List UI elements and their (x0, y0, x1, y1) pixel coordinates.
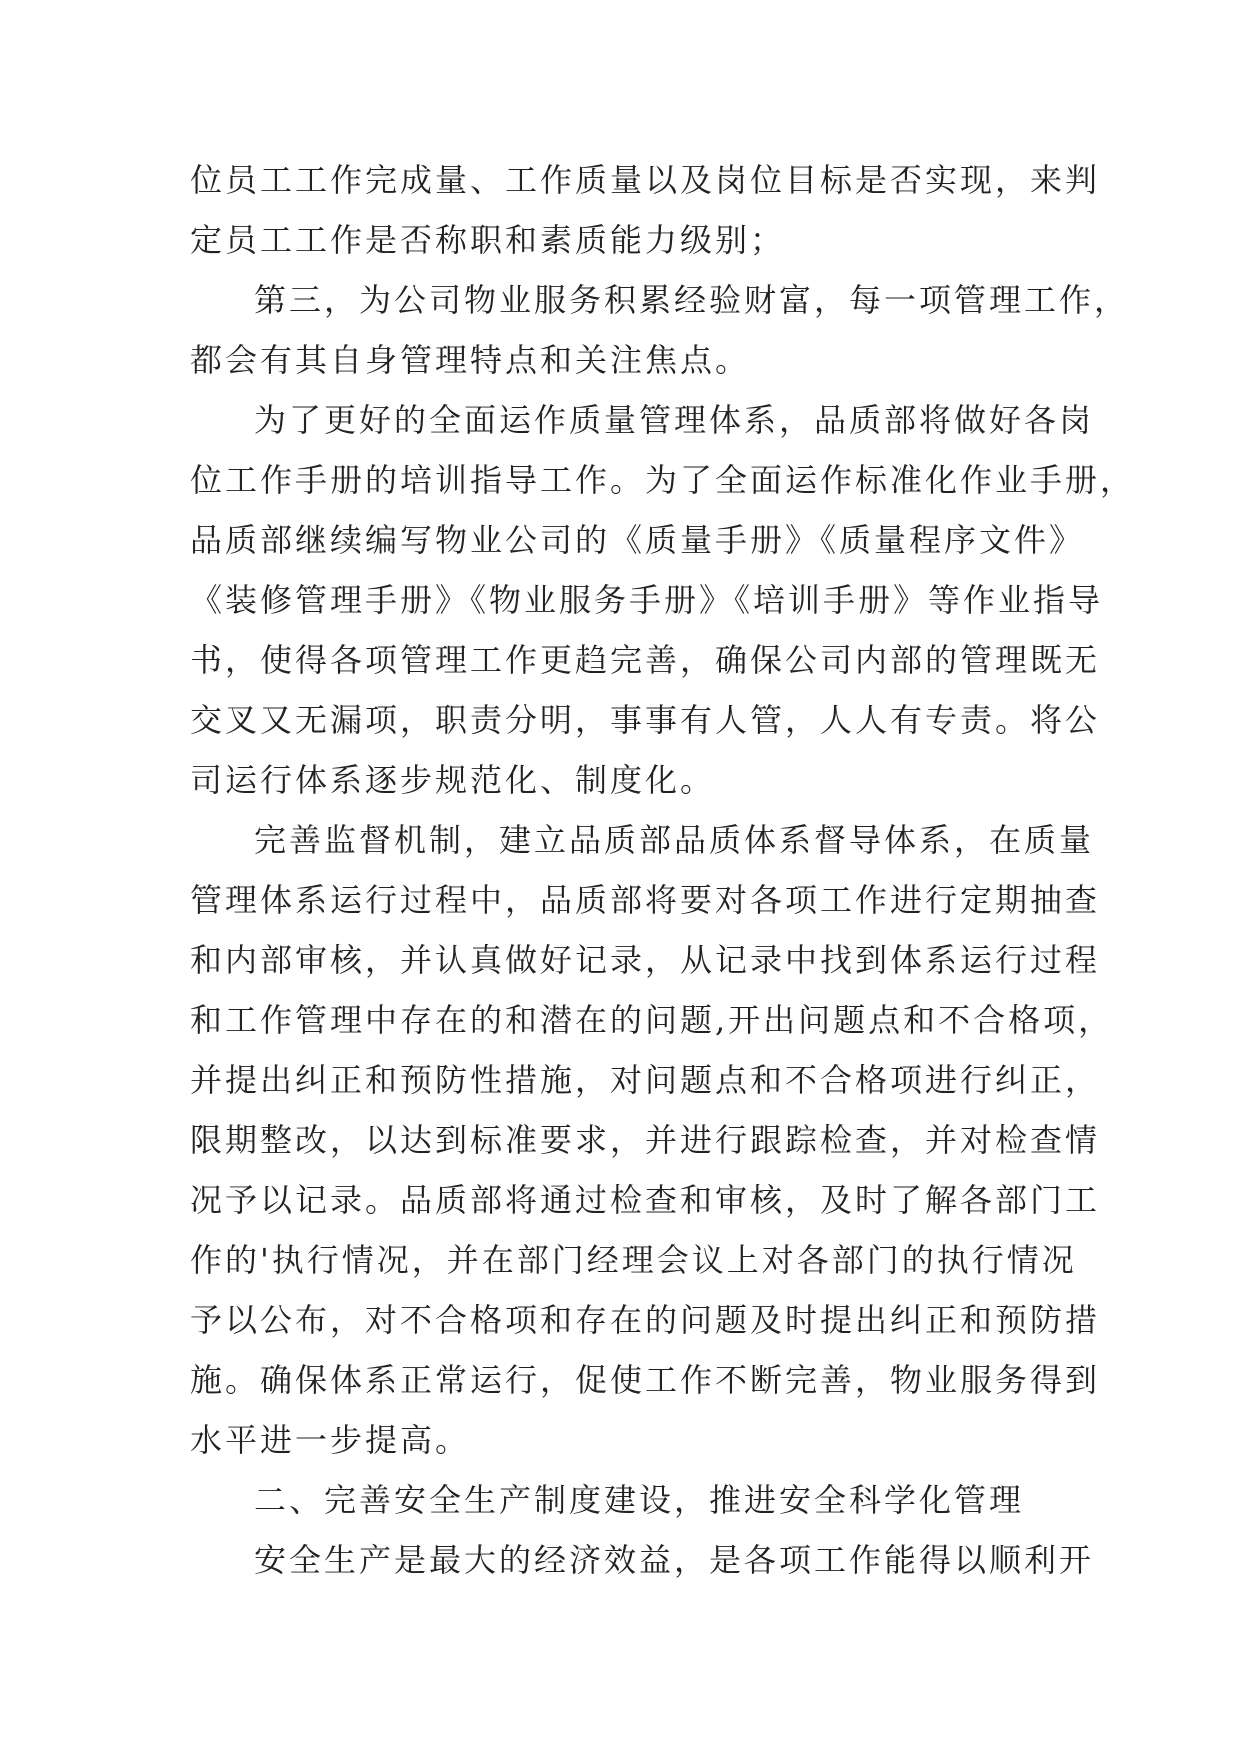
text-line: 书，使得各项管理工作更趋完善，确保公司内部的管理既无 (190, 641, 1101, 679)
text-line: 《装修管理手册》《物业服务手册》《培训手册》等作业指导 (190, 581, 1104, 619)
text-line: 和工作管理中存在的和潜在的问题,开出问题点和不合格项， (190, 1001, 1114, 1039)
text-line: 限期整改，以达到标准要求，并进行跟踪检查，并对检查情 (190, 1121, 1101, 1159)
text-line: 都会有其自身管理特点和关注焦点。 (190, 341, 751, 379)
text-line: 完善监督机制，建立品质部品质体系督导体系，在质量 (254, 821, 1095, 859)
text-line: 二、完善安全生产制度建设，推进安全科学化管理 (254, 1481, 1025, 1519)
text-line: 予以公布，对不合格项和存在的问题及时提出纠正和预防措 (190, 1301, 1101, 1339)
text-line: 并提出纠正和预防性措施，对问题点和不合格项进行纠正， (190, 1061, 1101, 1099)
text-line: 作的'执行情况，并在部门经理会议上对各部门的执行情况 (190, 1241, 1077, 1279)
text-line: 定员工工作是否称职和素质能力级别； (190, 221, 786, 259)
text-line: 安全生产是最大的经济效益，是各项工作能得以顺利开 (254, 1541, 1095, 1579)
text-line: 为了更好的全面运作质量管理体系，品质部将做好各岗 (254, 401, 1095, 439)
text-line: 第三，为公司物业服务积累经验财富，每一项管理工作， (254, 281, 1130, 319)
document-body (190, 150, 1136, 1590)
text-line: 管理体系运行过程中，品质部将要对各项工作进行定期抽查 (190, 881, 1101, 919)
text-line: 和内部审核，并认真做好记录，从记录中找到体系运行过程 (190, 941, 1101, 979)
text-line: 交叉又无漏项，职责分明，事事有人管，人人有专责。将公 (190, 701, 1101, 739)
text-line: 施。确保体系正常运行，促使工作不断完善，物业服务得到 (190, 1361, 1101, 1399)
text-line: 品质部继续编写物业公司的《质量手册》《质量程序文件》 (190, 521, 1085, 559)
text-line: 水平进一步提高。 (190, 1421, 471, 1459)
text-line: 位工作手册的培训指导工作。为了全面运作标准化作业手册， (190, 461, 1136, 499)
text-line: 司运行体系逐步规范化、制度化。 (190, 761, 716, 799)
text-line: 位员工工作完成量、工作质量以及岗位目标是否实现，来判 (190, 161, 1101, 199)
text-line: 况予以记录。品质部将通过检查和审核，及时了解各部门工 (190, 1181, 1101, 1219)
